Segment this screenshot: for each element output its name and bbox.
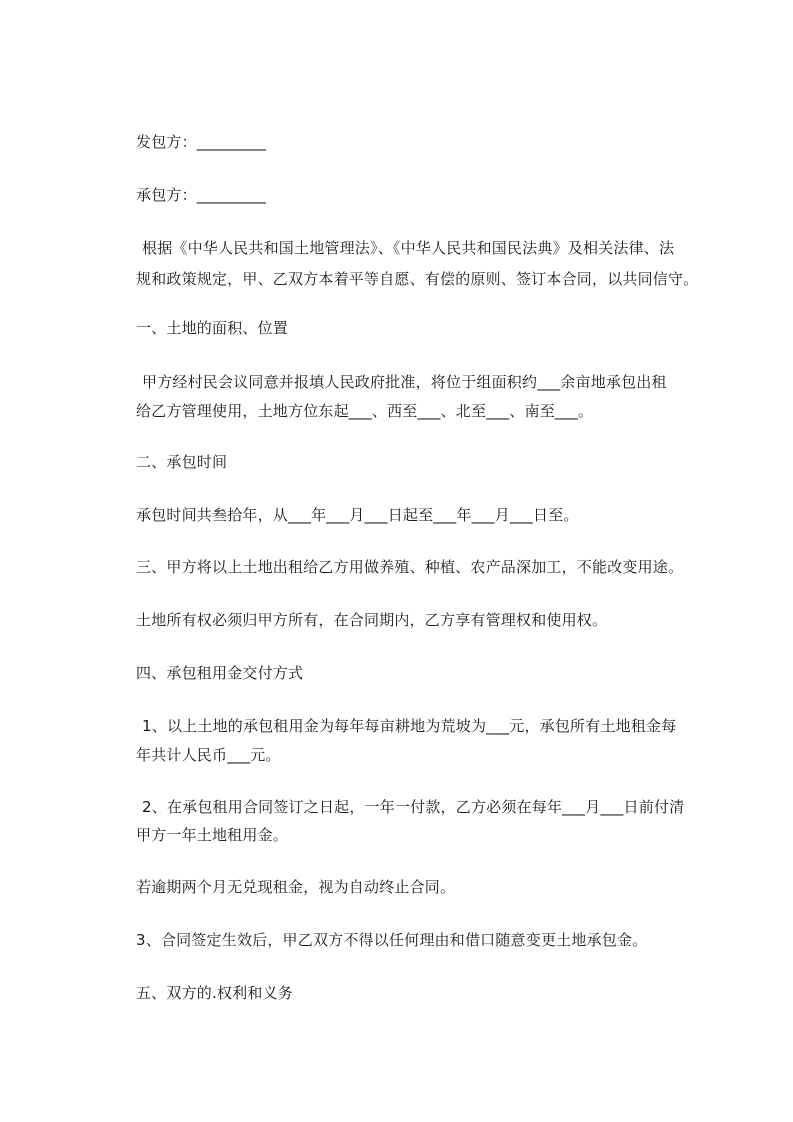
item-3: 3、合同签定生效后，甲乙双方不得以任何理由和借口随意变更土地承包金。 (136, 931, 648, 949)
section-2-body: 承包时间共叁拾年，从___年___月___日起至___年___月___日至。 (136, 506, 579, 524)
item-2-line-2: 甲方一年土地租用金。 (136, 826, 289, 844)
party-b-line: 承包方：_________ (136, 186, 267, 204)
section-2-title: 二、承包时间 (136, 453, 228, 471)
section-1-title: 一、土地的面积、位置 (136, 319, 289, 337)
intro-line-2: 规和政策规定，甲、乙双方本着平等自愿、有偿的原则、签订本合同，以共同信守。 (136, 270, 699, 288)
item-1-line-2: 年共计人民币___元。 (136, 746, 281, 764)
item-1-line-1: 1、以上土地的承包租用金为每年每亩耕地为荒坡为___元，承包所有土地租金每 (142, 717, 677, 735)
party-a-line: 发包方：_________ (136, 133, 267, 151)
section-1-line-2: 给乙方管理使用，土地方位东起___、西至___、北至___、南至___。 (136, 402, 594, 420)
intro-line-1: 根据《中华人民共和国土地管理法》、《中华人民共和国民法典》及相关法律、法 (142, 239, 675, 257)
section-5-title: 五、双方的.权利和义务 (136, 984, 293, 1002)
section-4-title: 四、承包租用金交付方式 (136, 664, 304, 682)
overdue-clause: 若逾期两个月无兑现租金，视为自动终止合同。 (136, 878, 456, 896)
item-2-line-1: 2、在承包租用合同签订之日起，一年一付款，乙方必须在每年___月___日前付清 (142, 798, 685, 816)
section-3-body: 三、甲方将以上土地出租给乙方用做养殖、种植、农产品深加工，不能改变用途。 (136, 558, 684, 576)
ownership-clause: 土地所有权必须归甲方所有，在合同期内，乙方享有管理权和使用权。 (136, 611, 608, 629)
section-1-line-1: 甲方经村民会议同意并报填人民政府批准，将位于组面积约___余亩地承包出租 (142, 373, 667, 391)
